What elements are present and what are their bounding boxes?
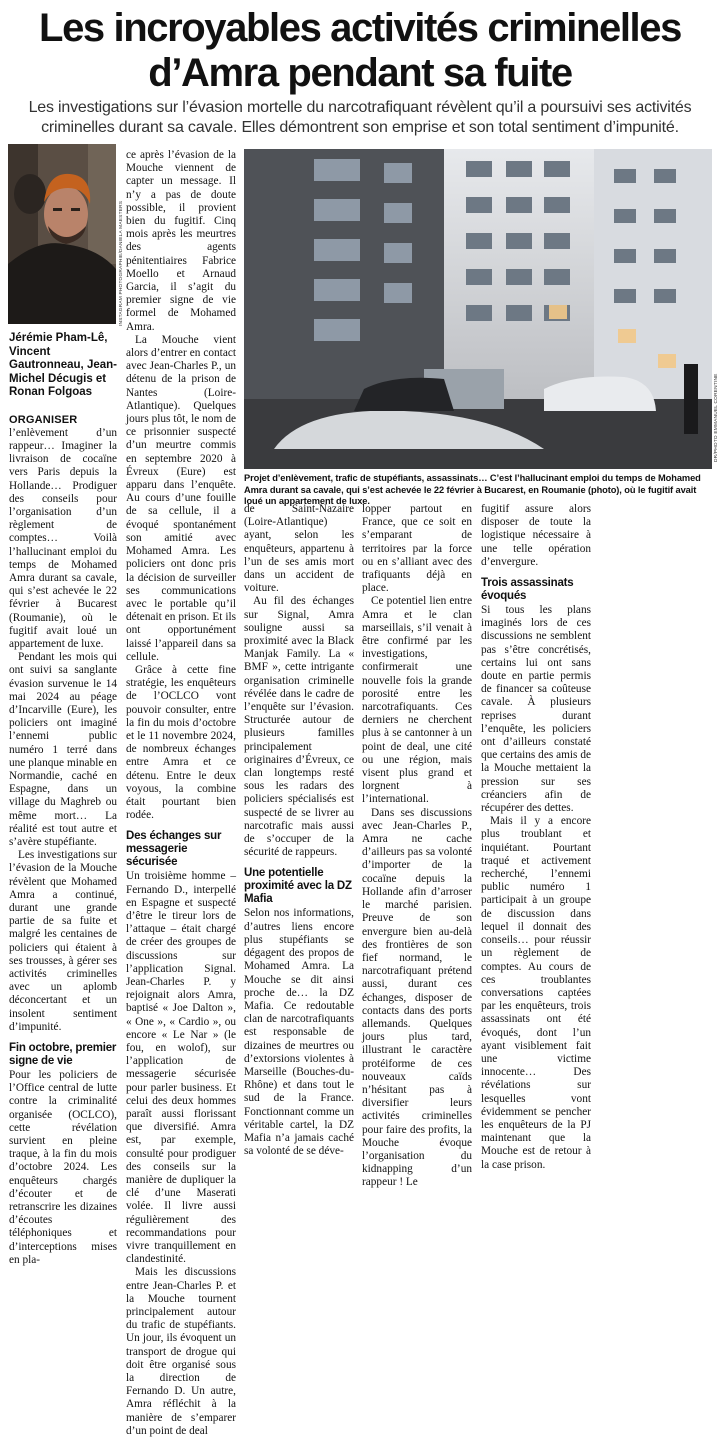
paragraph: Pendant les mois qui ont suivi sa sanglante évasion survenue le 14 mai 2024 au péage d’Incarville (Eure), les policiers ont imaginé l’ennemi public numéro 1 terré dans une planque minable en Normandie, caché en Espagne, dans un village du Maghreb ou même mort… La réalité est tout autre et s’avère stupéfiante.	[9, 651, 117, 848]
author-byline: Jérémie Pham-Lê, Vincent Gautronneau, Jean-Michel Décugis et Ronan Folgoas	[9, 332, 117, 398]
portrait-photo	[8, 144, 116, 324]
column-5	[481, 503, 591, 1171]
lead-paragraph-text: l’enlèvement d’un rappeur… Imaginer la livraison de cocaïne vers Paris depuis la Hollande… Prodiguer des conseils pour l’organisation d’un règlement de comptes… Voilà l’hallucinant emploi du temps de Mohamed Amra durant sa cavale, qui s’est achevée le 22 février à Bucarest (Roumanie), où le fugitif avait loué un appartement de luxe.	[9, 426, 117, 650]
column-4	[362, 503, 472, 1189]
paragraph: fugitif assure alors disposer de toute la logistique nécessaire à une telle opération d’envergure.	[481, 503, 591, 568]
paragraph: La Mouche vient alors d’entrer en contact avec Jean-Charles P., un détenu de la prison de Nantes (Loire-Atlantique). Quelques jours plus tôt, le nom de ce prisonnier suspecté d’un meurtre commis en septembre 2020 à Évreux (Eure) est apparu dans l’enquête. Au cours d’une fouille de sa cellule, il a évoqué spontanément son amitié avec Mohamed Amra. Les policiers ont donc pris la décision de surveiller ses communications avec le portable qu’il détenait en prison. Et ils ont opportunément laissé l’appareil dans sa cellule.	[126, 333, 236, 663]
paragraph: lopper partout en France, que ce soit en s’emparant de territoires par la force ou en s’alliant avec des trafiquants déjà en place.	[362, 503, 472, 595]
building-illustration	[244, 149, 712, 469]
paragraph: ce après l’évasion de la Mouche viennent de capter un message. Il n’y a pas de doute possible, il provient bien du fugitif. Cinq mois après les meurtres des agents pénitentiaires Fabrice Moello et Arnaud Garcia, il s’agit du premier signe de vie formel de Mohamed Amra.	[126, 149, 236, 333]
lead-word: ORGANISER	[9, 413, 78, 426]
paragraph: Au fil des échanges sur Signal, Amra souligne aussi sa proximité avec la Black Manjak Family. La « BMF », cette intrigante organisation criminelle révélée dans le cadre de l’enquête sur l’évasion. Structurée autour de plusieurs familles principalement originaires d’Évreux, ce clan longtemps resté sous les radars des policiers spécialisés est suspecté de se livrer au narcotrafic mais aussi de s’occuper de la sécurité de rappeurs.	[244, 595, 354, 859]
subheading: Fin octobre, premier signe de vie	[9, 1042, 117, 1068]
column-3	[244, 503, 354, 1158]
paragraph: de Saint-Nazaire (Loire-Atlantique) ayant, selon les enquêteurs, appartenu à l’un de ses amis mort dans un accident de voiture.	[244, 503, 354, 595]
portrait-illustration	[8, 144, 116, 324]
paragraph: Les investigations sur l’évasion de la Mouche révèlent que Mohamed Amra a continué, durant une grande partie de sa fuite et malgré les centaines de policiers qui étaient à ses trousses, à gérer ses activités criminelles avec un aplomb déconcertant et un insolent sentiment d’impunité.	[9, 849, 117, 1033]
portrait-photo-credit: INSTAGRAM PHOTOGRAPHIE/DANIELA MAESTERS	[119, 200, 124, 326]
standfirst: Les investigations sur l’évasion mortelle du narcotrafiquant révèlent qu’il a poursuivi ses activités criminelles durant sa cavale. Elles démontrent son emprise et son total sentiment d’impunité.	[28, 99, 692, 136]
caption-text: Projet d’enlèvement, trafic de stupéfiants, assassinats… C’est l’hallucinant emploi du temps de Mohamed Amra durant sa cavale, qui s’est achevée le 22 février à Bucarest, en Roumanie (photo), où le fugitif avait loué un appartement de luxe.	[244, 473, 701, 506]
column-2	[126, 149, 236, 1437]
column-1	[9, 332, 117, 1266]
paragraph: Dans ses discussions avec Jean-Charles P., Amra ne cache d’ailleurs pas sa volonté d’importer de la cocaïne depuis la Hollande afin d’arroser le marché parisien. Preuve de son envergure bien au-delà des frontières de son fief normand, le narcotrafiquant prétend aussi, durant ces échanges, disposer de contacts dans des ports allemands. Quelques jours plus tard, illustrant le caractère protéiforme de ces nouveaux caïds n’hésitant pas à diversifier leurs activités criminelles pour faire des profits, la Mouche évoque l’organisation du kidnapping d’un rappeur ! Le	[362, 806, 472, 1189]
subheading: Une potentielle proximité avec la DZ Mafia	[244, 867, 352, 906]
paragraph: Un troisième homme – Fernando D., interpellé en Espagne et suspecté d’être le tireur lors de l’attaque – était chargé de créer des groupes de discussions sur l’application Signal. Jean-Charles P. y rejoignait alors Amra, baptisé « Joe Dalton », « One », « Cardio », ou encore « Le Nar » (le fou, en wolof), sur l’application de messagerie sécurisée pour parler business. Et celui des deux hommes paraît aussi florissant que diversifié. Amra est, par exemple, consulté pour prodiguer des conseils sur la manière de dupliquer la clé d’une Maserati volée. Il livre aussi régulièrement des recommandations pour vivre tranquillement en clandestinité.	[126, 870, 236, 1266]
building-photo-credit: DR/PHOTO EMMANUEL CORENTINE	[714, 373, 719, 462]
paragraph: Pour les policiers de l’Office central de lutte contre la criminalité organisée (OCLCO), cette révélation survient en pleine traque, à la fin du mois d’octobre 2024. Les enquêteurs chargés d’écouter et de retranscrire les dizaines d’écoutes téléphoniques et d’interceptions mises en pla-	[9, 1069, 117, 1266]
paragraph: Grâce à cette fine stratégie, les enquêteurs de l’OCLCO vont pouvoir consulter, entre la fin du mois d’octobre et le 11 novembre 2024, de nombreux échanges entre Amra et ce détenu. Entre le deux voyous, la combine était pourtant bien rodée.	[126, 663, 236, 822]
paragraph: Ce potentiel lien entre Amra et le clan marseillais, s’il venait à être confirmé par les investigations, confirmerait une nouvelle fois la grande porosité entre les narcotrafiquants. Ces derniers ne cherchent plus à se cantonner à un point de deal, une cité ou une région, mais visent plus grand et lorgnent à l’international.	[362, 595, 472, 806]
paragraph: Mais il y a encore plus troublant et inquiétant. Pourtant traqué et activement recherché, l’ennemi public numéro 1 participait à un groupe de discussion dans lequel il donnait des conseils… pour réussir un règlement de comptes. Au cours de ces troublantes conversations captées par les enquêteurs, trois assassinats ont été évoqués, dont l’un ayant visiblement fait une victime innocente… Des révélations sur lesquelles vont évidemment se pencher les enquêteurs de la PJ maintenant que la Mouche est de retour à la case prison.	[481, 815, 591, 1171]
headline: Les incroyables activités criminelles d’Amra pendant sa fuite	[39, 6, 681, 95]
bucharest-building-photo	[244, 149, 712, 469]
paragraph: Mais les discussions entre Jean-Charles P. et la Mouche tournent principalement autour du trafic de stupéfiants. Un jour, ils évoquent un transport de drogue qui doit être organisé sous la direction de Fernando D. Un autre, Amra réfléchit à la manière de s’emparer d’un point de deal	[126, 1266, 236, 1437]
subheading: Trois assassinats évoqués	[481, 577, 574, 603]
paragraph: Selon nos informations, d’autres liens encore plus stupéfiants se dégagent des propos de Mohamed Amra. La Mouche se dit ainsi proche de… la DZ Mafia. Ce redoutable clan de narcotrafiquants est responsable de dizaines de meurtres ou d’extorsions violentes à Marseille (Bouches-du-Rhône) et dans tout le sud de la France. Fonctionnant comme un véritable cartel, la DZ Mafia n’a jamais caché sa volonté de se déve-	[244, 907, 354, 1158]
lead-paragraph	[9, 414, 117, 652]
paragraph: Si tous les plans imaginés lors de ces discussions ne semblent pas s’être concrétisés, certains lui ont sans doute en partie permis de financer sa coûteuse cavale. À plusieurs reprises durant l’enquête, les policiers ont d’ailleurs constaté que certains des amis de la Mouche mettaient la pression sur ses créanciers afin de récupérer des dettes.	[481, 604, 591, 815]
subheading: Des échanges sur messagerie sécurisée	[126, 830, 222, 869]
